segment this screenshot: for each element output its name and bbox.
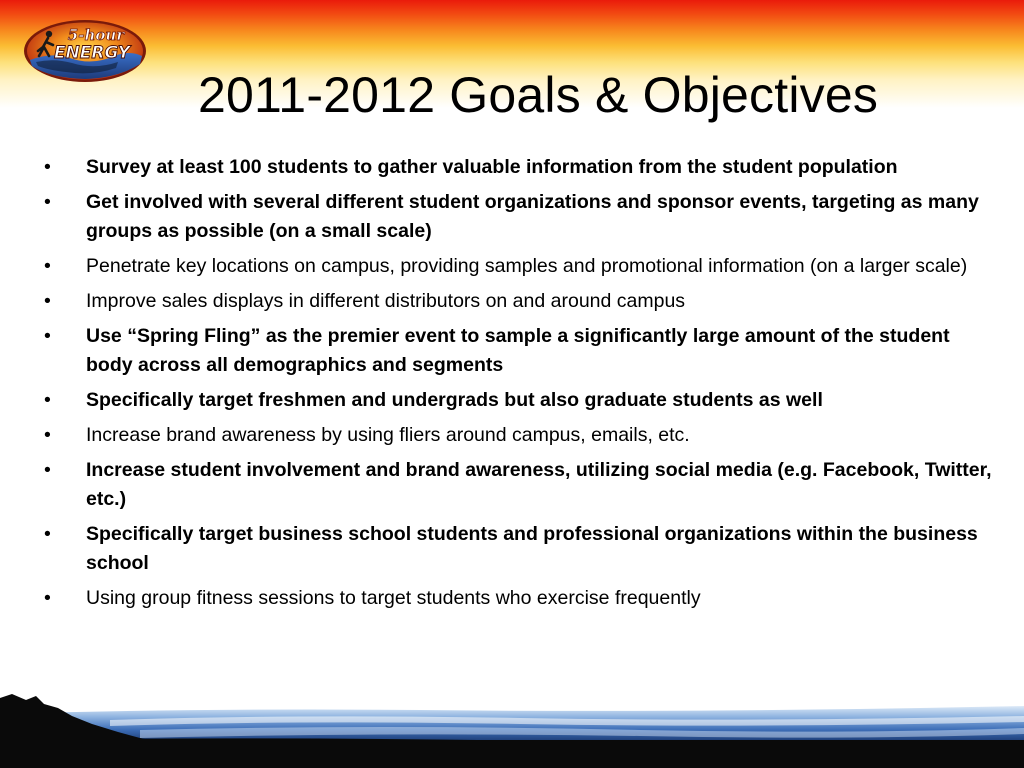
page-title: 2011-2012 Goals & Objectives xyxy=(198,67,879,123)
bullet-text: Specifically target freshmen and undergrads but also graduate students as well xyxy=(86,389,823,411)
bullet-text: Increase student involvement and brand awareness, utilizing social media (e.g. Facebook, Twitter, etc.) xyxy=(86,459,992,510)
bullet-text: Specifically target business school students and professional organizations within the business school xyxy=(86,523,978,574)
bullet-marker: • xyxy=(44,156,51,178)
bullet-marker: • xyxy=(44,587,51,609)
bullet-marker: • xyxy=(44,523,51,545)
bullet-item xyxy=(40,153,992,182)
bullet-item xyxy=(40,421,992,450)
bullet-item xyxy=(40,584,992,613)
bullet-list xyxy=(40,153,992,619)
bullet-item xyxy=(40,386,992,415)
five-hour-energy-logo xyxy=(22,18,148,84)
bullet-marker: • xyxy=(44,290,51,312)
bullet-item xyxy=(40,520,992,578)
bullet-marker: • xyxy=(44,459,51,481)
bullet-item xyxy=(40,322,992,380)
bullet-text: Increase brand awareness by using fliers around campus, emails, etc. xyxy=(86,424,690,446)
bullet-text: Using group fitness sessions to target students who exercise frequently xyxy=(86,587,701,609)
bullet-item xyxy=(40,252,992,281)
bullet-text: Use “Spring Fling” as the premier event to sample a significantly large amount of the student body across all demographics and segments xyxy=(86,325,950,376)
bullet-text: Get involved with several different student organizations and sponsor events, targeting as many groups as possible (on a small scale) xyxy=(86,191,979,242)
landscape-footer-graphic xyxy=(0,680,1024,768)
bullet-text: Penetrate key locations on campus, providing samples and promotional information (on a larger scale) xyxy=(86,255,968,277)
svg-text:5-hour: 5-hour xyxy=(67,26,125,44)
bullet-marker: • xyxy=(44,255,51,277)
bullet-item xyxy=(40,188,992,246)
bullet-marker: • xyxy=(44,424,51,446)
bullet-marker: • xyxy=(44,191,51,213)
bullet-marker: • xyxy=(44,389,51,411)
bullet-item xyxy=(40,287,992,316)
bullet-text: Survey at least 100 students to gather valuable information from the student population xyxy=(86,156,898,178)
svg-text:ENERGY: ENERGY xyxy=(53,43,131,63)
bullet-text: Improve sales displays in different distributors on and around campus xyxy=(86,290,686,312)
bullet-marker: • xyxy=(44,325,51,347)
bullet-item xyxy=(40,456,992,514)
